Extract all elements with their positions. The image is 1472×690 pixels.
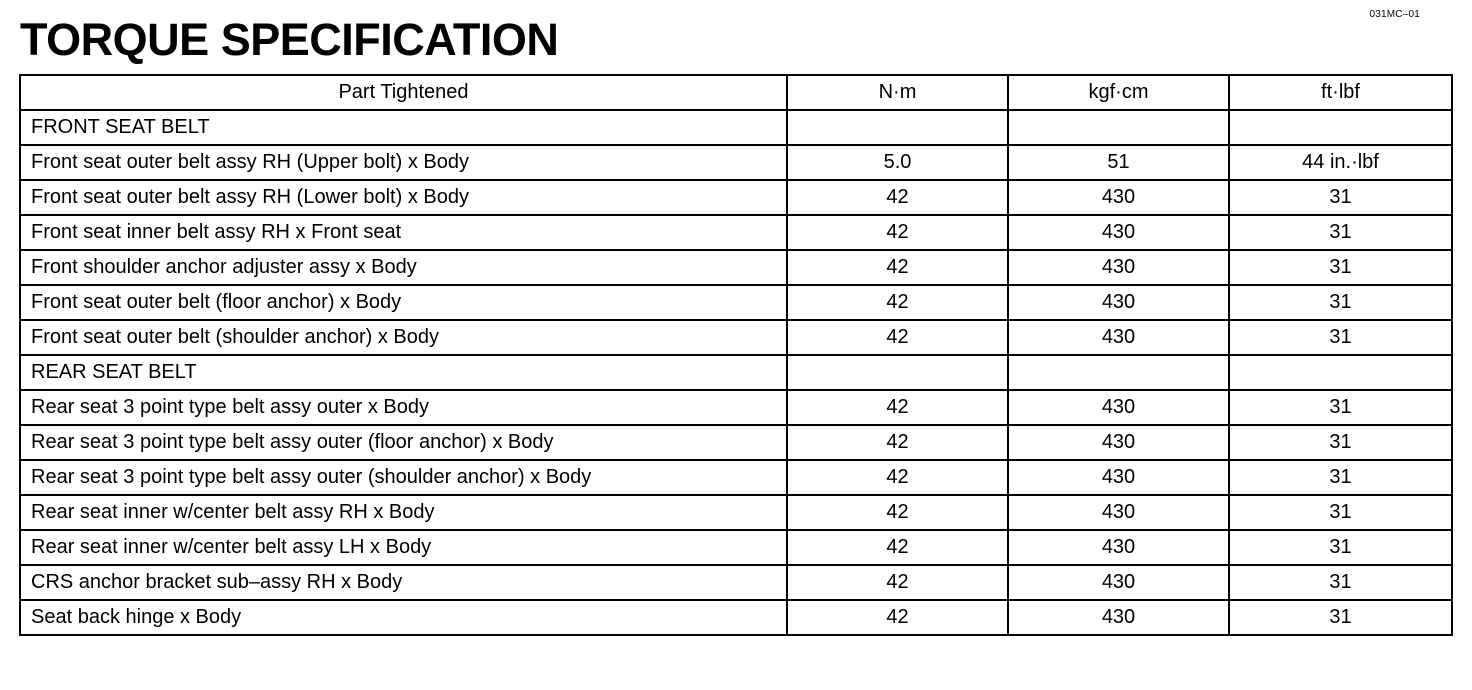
part-cell: Rear seat inner w/center belt assy RH x Body xyxy=(20,495,787,530)
kgf-cm-cell: 430 xyxy=(1008,530,1229,565)
nm-cell: 42 xyxy=(787,320,1008,355)
part-cell: Front seat outer belt assy RH (Upper bolt) x Body xyxy=(20,145,787,180)
table-row xyxy=(20,565,1452,600)
part-cell: Seat back hinge x Body xyxy=(20,600,787,635)
header-nm: N·m xyxy=(787,75,1008,110)
nm-cell: 42 xyxy=(787,180,1008,215)
nm-cell: 42 xyxy=(787,215,1008,250)
nm-cell: 5.0 xyxy=(787,145,1008,180)
ft-lbf-cell: 31 xyxy=(1229,565,1452,600)
nm-cell: 42 xyxy=(787,250,1008,285)
header-ft-lbf: ft·lbf xyxy=(1229,75,1452,110)
part-cell: Front seat outer belt (floor anchor) x Body xyxy=(20,285,787,320)
table-row xyxy=(20,180,1452,215)
torque-table xyxy=(19,74,1453,636)
table-row xyxy=(20,320,1452,355)
ft-lbf-cell: 31 xyxy=(1229,180,1452,215)
nm-cell: 42 xyxy=(787,530,1008,565)
section-title: REAR SEAT BELT xyxy=(20,355,787,390)
kgf-cm-cell: 430 xyxy=(1008,390,1229,425)
section-title: FRONT SEAT BELT xyxy=(20,110,787,145)
kgf-cm-cell: 430 xyxy=(1008,250,1229,285)
table-row xyxy=(20,425,1452,460)
table-row xyxy=(20,460,1452,495)
page-title: TORQUE SPECIFICATION xyxy=(20,14,559,65)
ft-lbf-cell: 31 xyxy=(1229,320,1452,355)
kgf-cm-cell: 430 xyxy=(1008,565,1229,600)
empty-cell xyxy=(1008,110,1229,145)
table-row xyxy=(20,495,1452,530)
table-row xyxy=(20,600,1452,635)
ft-lbf-cell: 31 xyxy=(1229,530,1452,565)
part-cell: Front seat inner belt assy RH x Front seat xyxy=(20,215,787,250)
empty-cell xyxy=(1229,110,1452,145)
kgf-cm-cell: 430 xyxy=(1008,285,1229,320)
ft-lbf-cell: 31 xyxy=(1229,600,1452,635)
header-part-tightened: Part Tightened xyxy=(20,75,787,110)
part-cell: Front shoulder anchor adjuster assy x Body xyxy=(20,250,787,285)
part-cell: CRS anchor bracket sub–assy RH x Body xyxy=(20,565,787,600)
part-cell: Front seat outer belt (shoulder anchor) x Body xyxy=(20,320,787,355)
kgf-cm-cell: 430 xyxy=(1008,180,1229,215)
header-row xyxy=(20,75,1452,110)
kgf-cm-cell: 430 xyxy=(1008,425,1229,460)
table-row xyxy=(20,390,1452,425)
part-cell: Rear seat 3 point type belt assy outer x Body xyxy=(20,390,787,425)
ft-lbf-cell: 31 xyxy=(1229,285,1452,320)
document-code: 031MC–01 xyxy=(1369,9,1420,20)
section-row-rear-seat-belt xyxy=(20,355,1452,390)
ft-lbf-cell: 31 xyxy=(1229,250,1452,285)
nm-cell: 42 xyxy=(787,600,1008,635)
table-row xyxy=(20,285,1452,320)
table-row xyxy=(20,530,1452,565)
table-row xyxy=(20,215,1452,250)
part-cell: Rear seat inner w/center belt assy LH x Body xyxy=(20,530,787,565)
ft-lbf-cell: 31 xyxy=(1229,495,1452,530)
empty-cell xyxy=(787,355,1008,390)
ft-lbf-cell: 31 xyxy=(1229,460,1452,495)
empty-cell xyxy=(1008,355,1229,390)
part-cell: Rear seat 3 point type belt assy outer (floor anchor) x Body xyxy=(20,425,787,460)
nm-cell: 42 xyxy=(787,425,1008,460)
part-cell: Rear seat 3 point type belt assy outer (shoulder anchor) x Body xyxy=(20,460,787,495)
part-cell: Front seat outer belt assy RH (Lower bolt) x Body xyxy=(20,180,787,215)
nm-cell: 42 xyxy=(787,565,1008,600)
nm-cell: 42 xyxy=(787,460,1008,495)
kgf-cm-cell: 430 xyxy=(1008,215,1229,250)
kgf-cm-cell: 430 xyxy=(1008,460,1229,495)
table-row xyxy=(20,250,1452,285)
nm-cell: 42 xyxy=(787,285,1008,320)
ft-lbf-cell: 44 in.·lbf xyxy=(1229,145,1452,180)
table-row xyxy=(20,145,1452,180)
nm-cell: 42 xyxy=(787,495,1008,530)
kgf-cm-cell: 430 xyxy=(1008,320,1229,355)
empty-cell xyxy=(787,110,1008,145)
header-kgf-cm: kgf·cm xyxy=(1008,75,1229,110)
kgf-cm-cell: 430 xyxy=(1008,600,1229,635)
section-row-front-seat-belt xyxy=(20,110,1452,145)
nm-cell: 42 xyxy=(787,390,1008,425)
ft-lbf-cell: 31 xyxy=(1229,425,1452,460)
ft-lbf-cell: 31 xyxy=(1229,390,1452,425)
kgf-cm-cell: 51 xyxy=(1008,145,1229,180)
kgf-cm-cell: 430 xyxy=(1008,495,1229,530)
empty-cell xyxy=(1229,355,1452,390)
ft-lbf-cell: 31 xyxy=(1229,215,1452,250)
